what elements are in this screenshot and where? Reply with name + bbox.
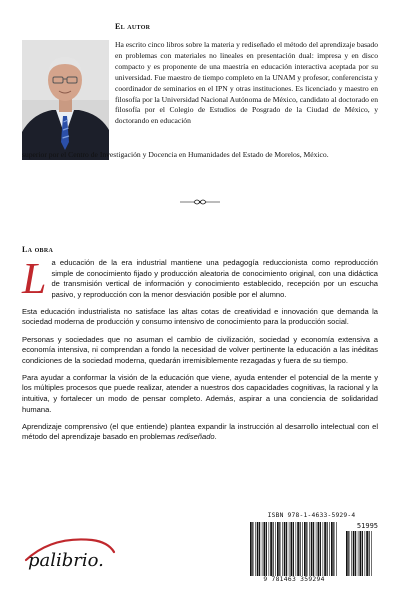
- barcode-bar: [358, 531, 359, 576]
- barcode-bar: [302, 522, 303, 576]
- work-description: [22, 254, 378, 449]
- work-paragraph-5-end: .: [214, 432, 217, 442]
- barcode-bar: [277, 522, 279, 576]
- barcode-bar: [371, 531, 372, 576]
- isbn-barcode: [245, 510, 378, 586]
- barcode-bar: [327, 522, 328, 576]
- work-paragraph-3: Personas y sociedades que no asuman el cambio de civilización, sociedad y economía extensiva a economía intensiva, ni comprendan a fondo la necesidad de volver pertinente la educación a las inéditas condiciones de la sociedad moderna, quedarán irremisiblemente rezagadas y fuera de su tiempo.: [22, 334, 378, 365]
- barcode-bar: [313, 522, 314, 576]
- barcode-bar: [346, 531, 348, 576]
- barcode-bar: [269, 522, 270, 576]
- barcode-bar: [336, 522, 337, 576]
- barcode-bar: [304, 522, 306, 576]
- barcode-bar: [286, 522, 287, 576]
- barcode-bar: [331, 522, 333, 576]
- barcode-bar: [257, 522, 259, 576]
- barcode-bar: [259, 522, 260, 576]
- barcode-bar: [282, 522, 283, 576]
- barcode-bar: [291, 522, 293, 576]
- work-paragraph-4: Para ayudar a conformar la visión de la educación que viene, ayuda entender el potencial de la mente y los múltiples procesos que puede realizar, atender a nuestros dos capacidades cognitivas, la racional y la intuitiva, y fortalecer un modo de pensar completo. Además, aspirar a una conciencia de solidaridad humana.: [22, 372, 378, 414]
- author-heading: El autor: [115, 22, 151, 31]
- barcode-bar: [252, 522, 253, 576]
- barcode-bar: [362, 531, 363, 576]
- barcode-bar: [360, 531, 362, 576]
- barcode-bar: [318, 522, 320, 576]
- barcode-bar: [369, 531, 370, 576]
- barcode-bar: [324, 522, 326, 576]
- author-portrait-image: [22, 40, 109, 160]
- barcode-bar: [273, 522, 274, 576]
- barcode-bar: [275, 522, 276, 576]
- work-paragraph-5-text: Aprendizaje comprensivo (el que entiende) plantea expandir la instrucción al desarrollo intelectual con el método del aprendizaje basado en problemas: [22, 421, 378, 442]
- barcode-bar: [348, 531, 349, 576]
- barcode-bar: [306, 522, 307, 576]
- barcode-bar: [355, 531, 356, 576]
- barcode-bar: [333, 522, 334, 576]
- barcode-bar: [266, 522, 267, 576]
- barcode-bar: [296, 522, 297, 576]
- price-addon-barcode-bars: [345, 531, 375, 576]
- author-bio: Ha escrito cinco libros sobre la materia y rediseñado el método del aprendizaje basado en problemas con materiales no lineales en presentación dual: impresa y en disco compacto y es proponente de una maestría en educación interactiva aceptada por su universidad. Fue maestro de tiempo completo en la UNAM y profesor, conferencista y coordinador de seminarios en el IPN y otras instituciones. Es licenciado y maestro en filosofía por la Universidad Nacional Autónoma de México, candidato al doctorado en filosofía por el Colegio de Estudios de Posgrado de la Ciudad de México, y doctorando en educación: [115, 40, 378, 126]
- work-paragraph-1: [22, 254, 378, 303]
- publisher-logo-text: palibrio.: [28, 550, 104, 571]
- work-paragraph-2: Esta educación industrialista no satisface las altas cotas de creatividad e innovación que demanda la sociedad moderna de producción y consumo intensivo de conocimiento para la producción social.: [22, 306, 378, 327]
- barcode-bar: [320, 522, 321, 576]
- barcode-bar: [329, 522, 330, 576]
- barcode-bar: [262, 522, 263, 576]
- isbn-label: ISBN 978-1-4633-5929-4: [267, 512, 356, 519]
- barcode-bar: [351, 531, 352, 576]
- barcode-bar: [353, 531, 355, 576]
- barcode-bar: [270, 522, 272, 576]
- barcode-bar: [311, 522, 313, 576]
- barcode-bar: [323, 522, 324, 576]
- barcode-bar: [279, 522, 280, 576]
- ornament-divider-icon: [178, 197, 222, 207]
- barcode-bar: [250, 522, 252, 576]
- price-code: 51995: [356, 522, 378, 530]
- barcode-bar: [300, 522, 301, 576]
- barcode-bar: [289, 522, 290, 576]
- isbn-digits: 9 781463 359294: [263, 576, 325, 583]
- barcode-bar: [293, 522, 294, 576]
- work-heading: La obra: [22, 245, 54, 254]
- drop-cap-letter: L: [22, 254, 47, 303]
- barcode-bar: [297, 522, 299, 576]
- barcode-bar: [365, 531, 366, 576]
- barcode-bar: [316, 522, 317, 576]
- barcode-bar: [284, 522, 286, 576]
- barcode-bar: [264, 522, 266, 576]
- work-paragraph-5-italic: rediseñado: [177, 432, 215, 442]
- publisher-logo: [22, 530, 118, 578]
- work-paragraph-5: [22, 422, 378, 443]
- barcode-bar: [309, 522, 310, 576]
- barcode-bar: [366, 531, 368, 576]
- work-paragraph-1-text: a educación de la era industrial mantiene una pedagogía reduccionista como reproducción simple de conocimiento fijado y producción aleatoria de conocimiento original, con una didáctica de transmisión vertical de información y conocimiento establecido, recepción por un escucha pasivo, y reproducción con la menor desviación posible por el alumno.: [51, 258, 378, 299]
- author-photo: [22, 40, 109, 160]
- barcode-bar: [255, 522, 256, 576]
- ean-barcode-bars: [249, 522, 339, 576]
- author-bio-continuation: superior por el Centro de Investigación y Docencia en Humanidades del Estado de Morelos, México.: [22, 150, 329, 159]
